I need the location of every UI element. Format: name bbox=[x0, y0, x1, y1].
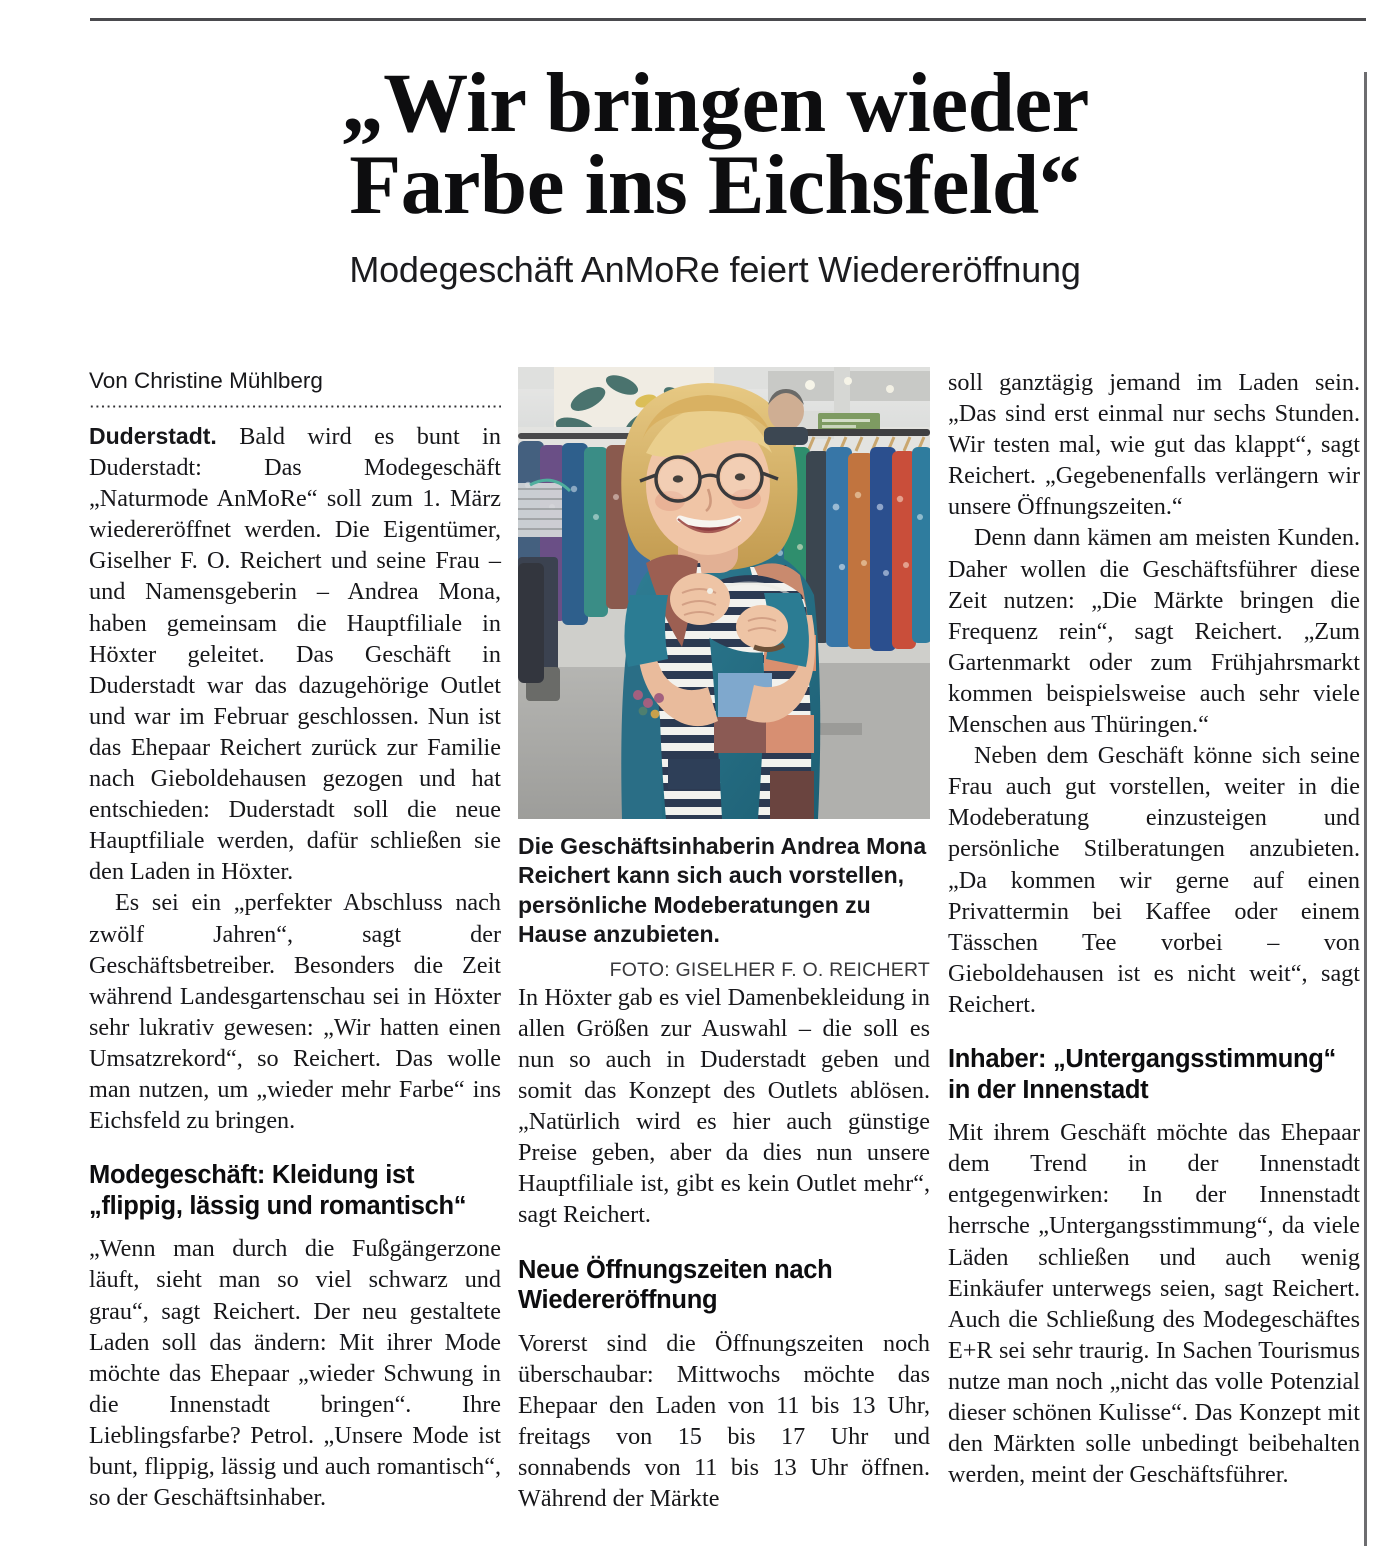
section-subhead: Inhaber: „Untergangsstimmung“ in der Innenstadt bbox=[948, 1044, 1336, 1104]
article-column-3 bbox=[948, 367, 1360, 1490]
headline-line-1: „Wir bringen wieder bbox=[341, 56, 1089, 150]
article-column-1 bbox=[89, 367, 501, 1513]
page-right-rule bbox=[1364, 72, 1367, 1546]
section-subhead: Neue Öffnungszeiten nach Wiedereröffnung bbox=[518, 1255, 833, 1315]
dateline: Duderstadt. bbox=[89, 423, 217, 449]
photo-caption: Die Geschäftsinhaberin Andrea Mona Reichert kann sich auch vorstellen, persönliche Modeberatungen zu Hause anzubieten. bbox=[518, 833, 927, 948]
article-masthead bbox=[90, 56, 1340, 292]
byline-divider bbox=[89, 405, 501, 408]
photo-credit: FOTO: GISELHER F. O. REICHERT bbox=[609, 958, 930, 981]
photo-illustration bbox=[518, 367, 930, 819]
article-photo-block bbox=[518, 367, 930, 982]
page-title bbox=[90, 56, 1340, 233]
paragraph: Vorerst sind die Öffnungszeiten noch überschaubar: Mittwochs möchte das Ehepaar den Laden von 11 bis 13 Uhr, freitags von 15 bis 17 Uhr und sonnabends von 11 bis 13 Uhr öffnen. Während der Märkte bbox=[518, 1329, 930, 1513]
paragraph: „Wenn man durch die Fußgängerzone läuft, sieht man so viel schwarz und grau“, sagt Reichert. Der neu gestaltete Laden soll das ändern: Mit ihrer Mode möchte das Ehepaar „wieder Schwung in die Innenstadt bringen“. Ihre Lieblingsfarbe? Petrol. „Unsere Mode ist bunt, flippig, lässig und auch romantisch“, so der Geschäftsinhaber. bbox=[89, 1235, 501, 1512]
article-column-2 bbox=[518, 367, 930, 1514]
page-top-rule bbox=[90, 18, 1366, 21]
paragraph: Neben dem Geschäft könne sich seine Frau auch gut vorstellen, weiter in die Modeberatung einzusteigen und persönliche Stilberatungen anzubieten. „Da kommen wir gerne auf einen Privattermin bei Kaffee oder einem Tässchen Tee vorbei – von Gieboldehausen ist es nicht weit“, sagt Reichert. bbox=[948, 742, 1360, 1018]
byline: Von Christine Mühlberg bbox=[89, 368, 323, 393]
paragraph-text: Bald wird es bunt in Duderstadt: Das Modegeschäft „Naturmode AnMoRe“ soll zum 1. März wiedereröffnet werden. Die Eigentümer, Giselher F. O. Reichert und seine Frau – und Namensgeberin – Andrea Mona, haben gemeinsam die Hauptfiliale in Höxter geleitet. Das Geschäft in Duderstadt war das dazugehörige Outlet und war im Februar geschlossen. Nun ist das Ehepaar Reichert zurück zur Familie nach Gieboldehausen gezogen und hat entschieden: Duderstadt soll die neue Hauptfiliale werden, dafür schließen sie den Laden in Höxter. bbox=[89, 423, 501, 886]
headline-line-2: Farbe ins Eichsfeld“ bbox=[349, 138, 1081, 233]
article-deck: Modegeschäft AnMoRe feiert Wiedereröffnung bbox=[349, 248, 1081, 290]
article-photo bbox=[518, 367, 930, 819]
paragraph: In Höxter gab es viel Damenbekleidung in allen Größen zur Auswahl – die soll es nun so auch in Duderstadt geben und somit das Konzept des Outlets ablösen. „Natürlich wird es hier auch günstige Preise geben, aber da dies nun unsere Hauptfiliale ist, gibt es kein Outlet mehr“, sagt Reichert. bbox=[518, 983, 930, 1229]
paragraph: soll ganztägig jemand im Laden sein. „Das sind erst einmal nur sechs Stunden. Wir testen mal, wie gut das klappt“, sagt Reichert. „Gegebenenfalls verlängern wir unsere Öffnungszeiten.“ bbox=[948, 369, 1360, 521]
paragraph: Es sei ein „perfekter Abschluss nach zwölf Jahren“, sagt der Geschäftsbetreiber. Besonders die Zeit während Landesgartenschau sei in Höxter sehr lukrativ gewesen: „Wir hatten einen Umsatzrekord“, so Reichert. Das wolle man nutzen, um „wieder mehr Farbe“ ins Eichsfeld zu bringen. bbox=[89, 889, 501, 1135]
paragraph: Denn dann kämen am meisten Kunden. Daher wollen die Geschäftsführer diese Zeit nutzen: „Die Märkte bringen die Frequenz rein“, sagt Reichert. „Zum Gartenmarkt oder zum Frühjahrsmarkt kommen beispielsweise auch sehr viele Menschen aus Thüringen.“ bbox=[948, 524, 1360, 739]
paragraph bbox=[89, 421, 501, 887]
section-subhead: Modegeschäft: Kleidung ist „flippig, lässig und romantisch“ bbox=[89, 1161, 467, 1220]
paragraph: Mit ihrem Geschäft möchte das Ehepaar dem Trend in der Innenstadt entgegenwirken: In der Innenstadt herrsche „Untergangsstimmung“, da viele Läden schließen und auch wenig Einkäufer unterwegs seien, sagt Reichert. Auch die Schließung des Modegeschäftes E+R sei sehr traurig. In Sachen Tourismus nutze man noch „nicht das volle Potenzial dieser schönen Kulisse“. Das Konzept mit den Märkten solle unbedingt beibehalten werden, meint der Geschäftsführer. bbox=[948, 1119, 1360, 1489]
